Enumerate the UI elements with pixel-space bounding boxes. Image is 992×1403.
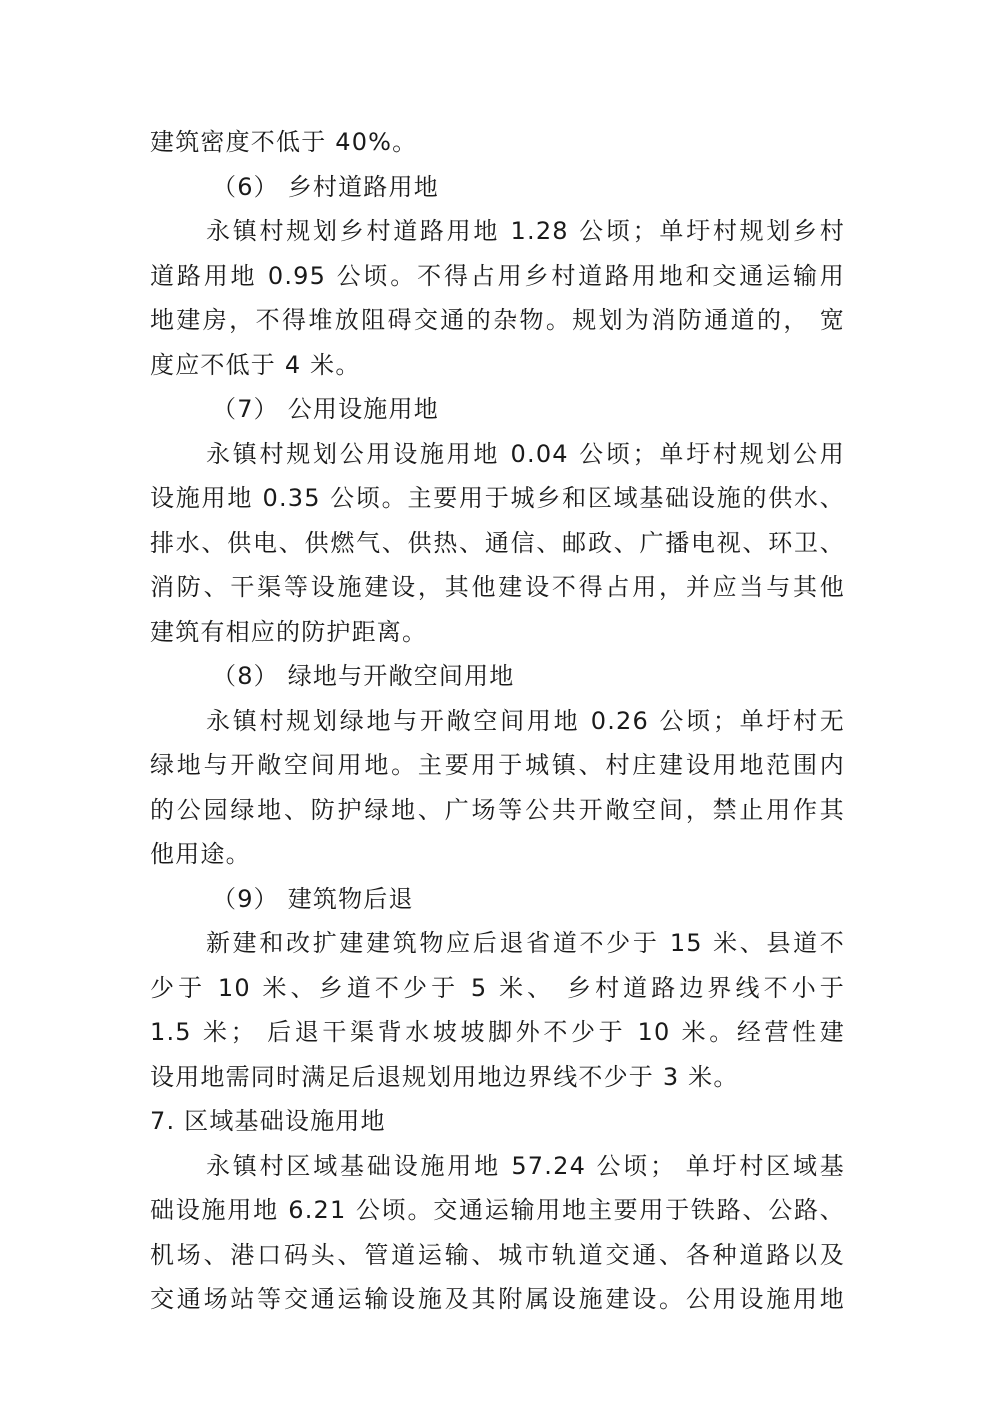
paragraph-line: 排水、供电、供燃气、供热、通信、邮政、广播电视、环卫、 <box>150 528 845 557</box>
paragraph-line: 机场、港口码头、管道运输、城市轨道交通、各种道路以及 <box>150 1240 845 1269</box>
subsection-heading-7: （7） 公用设施用地 <box>212 395 439 423</box>
subsection-heading-9: （9） 建筑物后退 <box>212 884 414 913</box>
paragraph-line: 永镇村规划乡村道路用地 1.28 公顷；单圩村规划乡村 <box>206 217 845 245</box>
paragraph-line: 础设施用地 6.21 公顷。交通运输用地主要用于铁路、公路、 <box>150 1196 845 1224</box>
paragraph-line: 的公园绿地、防护绿地、广场等公共开敞空间，禁止用作其 <box>150 795 845 824</box>
paragraph-end-line: 他用途。 <box>150 840 251 868</box>
document-page <box>150 120 845 1322</box>
paragraph-line: 1.5 米； 后退干渠背水坡坡脚外不少于 10 米。经营性建 <box>150 1018 845 1046</box>
paragraph-line: 新建和改扩建建筑物应后退省道不少于 15 米、县道不 <box>206 929 845 957</box>
paragraph-line: 少于 10 米、乡道不少于 5 米、 乡村道路边界线不小于 <box>150 973 845 1002</box>
paragraph-end-line: 度应不低于 4 米。 <box>150 350 361 379</box>
paragraph-line: 永镇村规划绿地与开敞空间用地 0.26 公顷；单圩村无 <box>206 706 845 735</box>
paragraph-end-line: 建筑有相应的防护距离。 <box>150 617 428 646</box>
paragraph-line: 绿地与开敞空间用地。主要用于城镇、村庄建设用地范围内 <box>150 751 845 779</box>
paragraph-end-line: 设用地需同时满足后退规划用地边界线不少于 3 米。 <box>150 1062 739 1091</box>
paragraph-line: 永镇村规划公用设施用地 0.04 公顷；单圩村规划公用 <box>206 439 845 468</box>
paragraph-line: 道路用地 0.95 公顷。不得占用乡村道路用地和交通运输用 <box>150 261 845 290</box>
subsection-heading-6: （6） 乡村道路用地 <box>212 172 439 201</box>
paragraph-line: 消防、干渠等设施建设，其他建设不得占用，并应当与其他 <box>150 573 845 601</box>
paragraph-line: 交通场站等交通运输设施及其附属设施建设。公用设施用地 <box>150 1285 845 1313</box>
paragraph-line: 永镇村区域基础设施用地 57.24 公顷； 单圩村区域基 <box>206 1151 845 1180</box>
paragraph-end-line: 建筑密度不低于 40%。 <box>150 128 418 156</box>
paragraph-line: 地建房，不得堆放阻碍交通的杂物。规划为消防通道的， 宽 <box>150 306 845 334</box>
section-heading-7: 7. 区域基础设施用地 <box>150 1107 386 1135</box>
paragraph-line: 设施用地 0.35 公顷。主要用于城乡和区域基础设施的供水、 <box>150 484 845 512</box>
subsection-heading-8: （8） 绿地与开敞空间用地 <box>212 662 515 690</box>
